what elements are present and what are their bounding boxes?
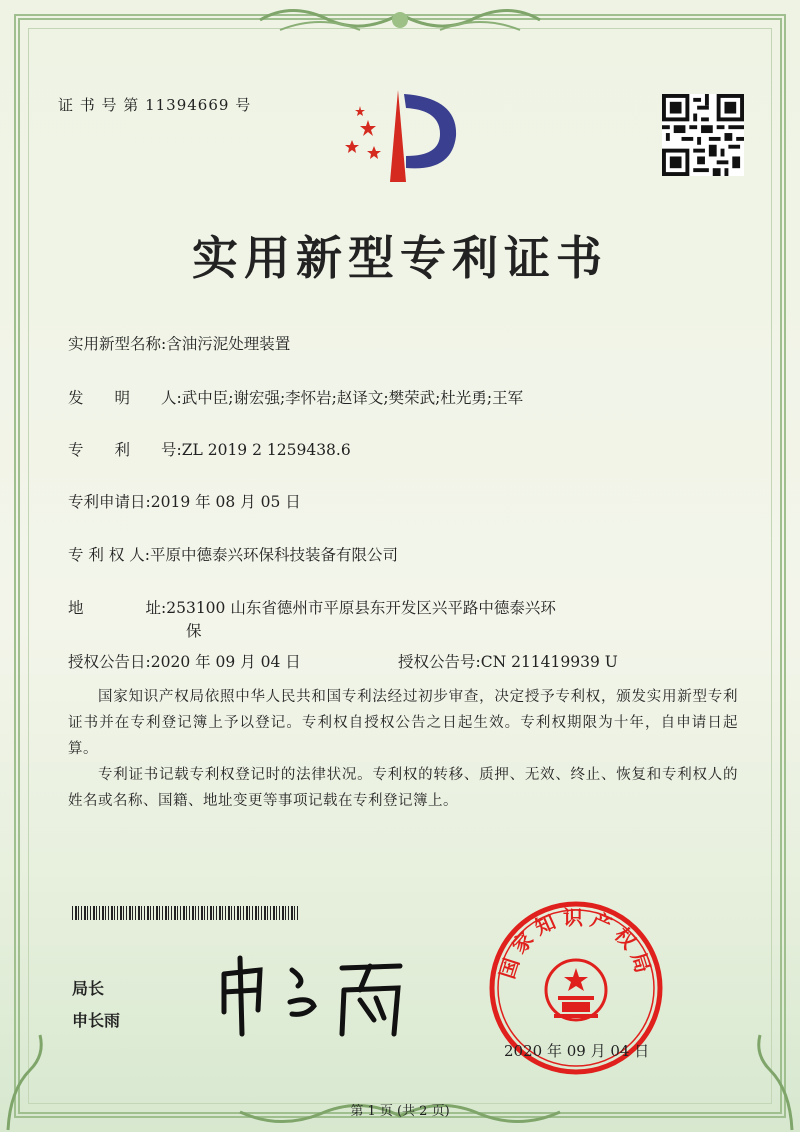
barcode <box>72 906 298 920</box>
cnipa-logo <box>330 86 470 186</box>
field-patent-no-row <box>68 438 351 460</box>
field-filing-date-value: 2019 年 08 月 05 日 <box>150 493 301 511</box>
certificate-number: 证 书 号 第 11394669 号 <box>58 96 252 114</box>
field-grant-date-row <box>68 650 301 672</box>
field-filing-date-label: 专利申请日: <box>68 493 151 511</box>
field-filing-date-row <box>68 490 301 512</box>
field-grant-no-row <box>398 650 618 672</box>
certificate-title: 实用新型专利证书 <box>192 231 608 285</box>
field-patent-no-value: ZL 2019 2 1259438.6 <box>181 441 351 459</box>
field-patentee-label: 专 利 权 人: <box>68 546 151 564</box>
qr-code <box>662 94 744 176</box>
field-inventor-label: 发 明 人: <box>68 389 182 407</box>
field-inventor-row <box>68 386 523 408</box>
field-address-line2: 保 <box>186 622 202 640</box>
field-inventor-value: 武中臣;谢宏强;李怀岩;赵译文;樊荣武;杜光勇;王军 <box>181 389 524 407</box>
field-address-label: 地 址: <box>68 599 167 617</box>
field-grant-date-value: 2020 年 09 月 04 日 <box>150 653 301 671</box>
field-name-row <box>68 332 290 354</box>
handwritten-signature <box>210 950 410 1040</box>
statement-paragraph-2: 专利证书记载专利权登记时的法律状况。专利权的转移、质押、无效、终止、恢复和专利权人的姓名或名称、国籍、地址变更等事项记载在专利登记簿上。 <box>68 767 738 809</box>
commissioner-name: 申长雨 <box>72 1011 121 1030</box>
field-address-value-line1: 253100 山东省德州市平原县东开发区兴平路中德泰兴环 <box>166 599 556 617</box>
seal-date: 2020 年 09 月 04 日 <box>504 1042 650 1060</box>
field-grant-date-label: 授权公告日: <box>68 653 151 671</box>
commissioner-title: 局长 <box>72 979 105 998</box>
field-name-label: 实用新型名称: <box>68 335 167 353</box>
field-grant-no-value: CN 211419939 U <box>480 653 618 671</box>
field-patentee-row <box>68 543 398 565</box>
seal-text: 国家知识产权局 <box>494 905 658 982</box>
field-patentee-value: 平原中德泰兴环保科技装备有限公司 <box>150 546 399 564</box>
field-patent-no-label: 专 利 号: <box>68 441 182 459</box>
field-address-row <box>68 596 556 618</box>
page-indicator: 第 1 页 (共 2 页) <box>350 1104 450 1119</box>
field-name-value: 含油污泥处理装置 <box>166 335 291 353</box>
statement-paragraph-1: 国家知识产权局依照中华人民共和国专利法经过初步审查，决定授予专利权，颁发实用新型专利证书并在专利登记簿上予以登记。专利权自授权公告之日起生效。专利权期限为十年，自申请日起算。 <box>68 689 738 757</box>
field-grant-no-label: 授权公告号: <box>398 653 481 671</box>
top-ornament <box>250 0 550 46</box>
